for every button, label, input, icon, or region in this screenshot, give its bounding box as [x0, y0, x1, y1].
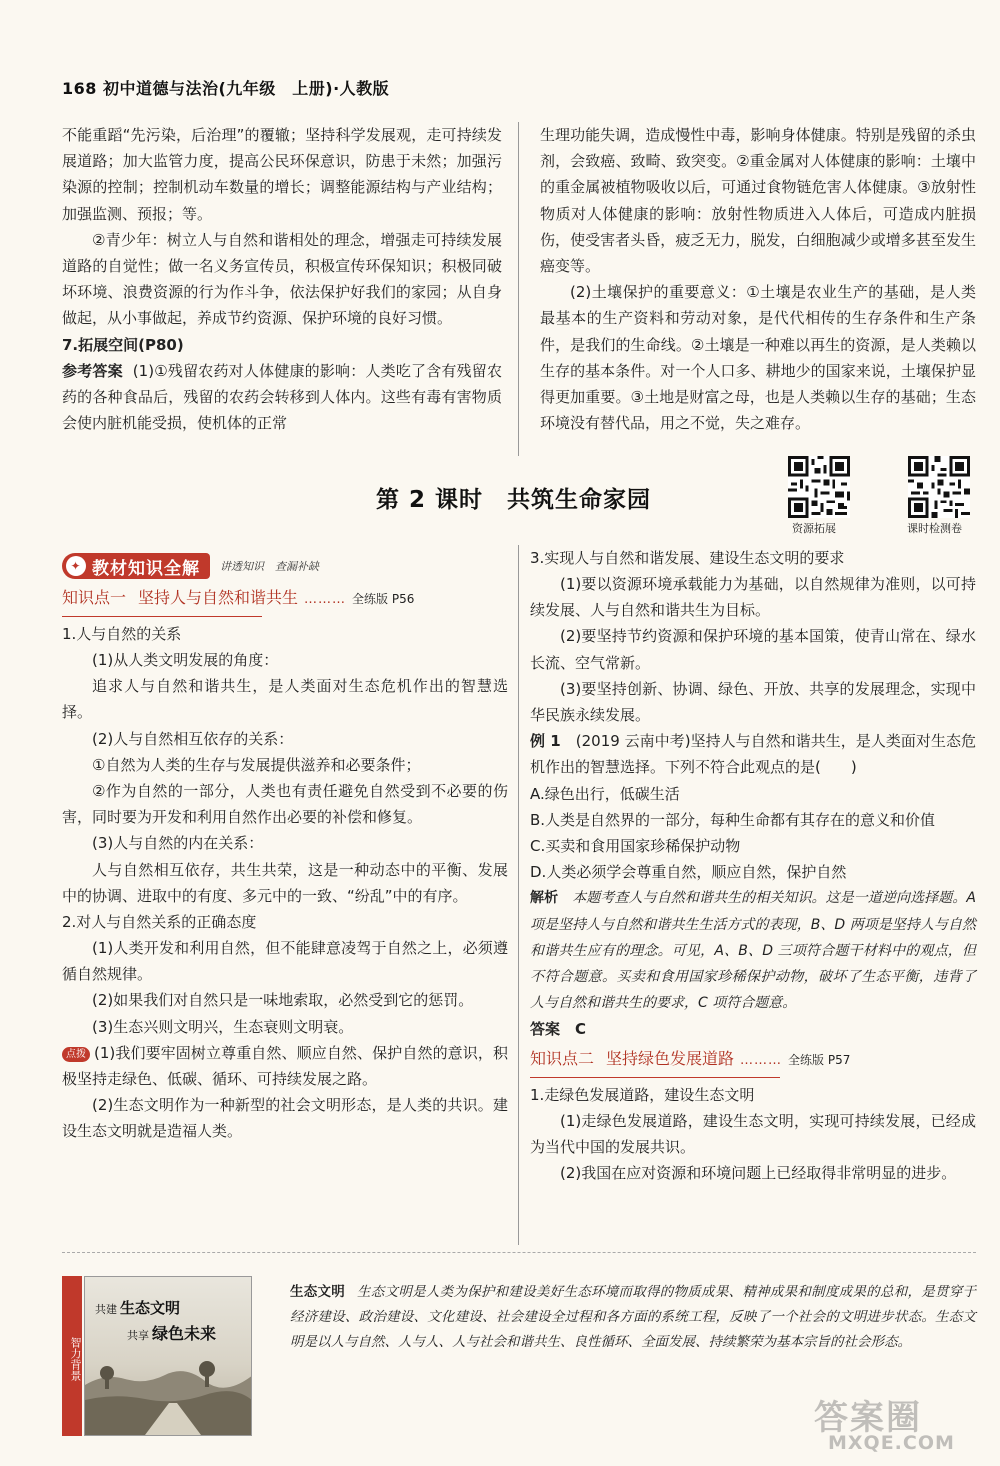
kp-label: 知识点一: [62, 588, 127, 607]
kp-page-ref: 全练版 P57: [788, 1052, 851, 1067]
qr-code-icon[interactable]: [788, 456, 850, 518]
paragraph: (1)要以资源环境承载能力为基础，以自然规律为准则，以可持续发展、人与自然和谐共生为目标。: [530, 575, 976, 620]
kp-title: 坚持绿色发展道路: [606, 1048, 735, 1068]
term-definition: 生态文明是人类为保护和建设美好生态环境而取得的物质成果、精神成果和制度成果的总和，是贯穿于经济建设、政治建设、文化建设、社会建设全过程和各方面的系统工程，反映了一个社会的文明进步状态。生态文明是以人与自然、人与人、人与社会和谐共生、良性循环、全面发展、持续繁荣为基本宗旨的社会形态。: [290, 1284, 977, 1350]
option-c: C.买卖和食用国家珍稀保护动物: [530, 837, 741, 856]
poster-image: [84, 1276, 252, 1436]
option-d: D.人类必须学会尊重自然，顺应自然，保护自然: [530, 863, 847, 882]
option-a: A.绿色出行，低碳生活: [530, 784, 680, 803]
example-question: [530, 728, 976, 780]
section-banner: [62, 552, 508, 580]
section-divider: [62, 1252, 976, 1253]
subsection-heading: 2.对人与自然关系的正确态度: [62, 913, 257, 932]
paragraph: ②青少年：树立人与自然和谐相处的理念，增强走可持续发展道路的自觉性；做一名义务宣传员，积极宣传环保知识；积极同破坏环境、浪费资源的行为作斗争，依法保护好我们的家园；从自身做起，从小事做起，养成节约资源、保护环境的良好习惯。: [62, 230, 502, 328]
analysis-text: 本题考查人与自然和谐共生的相关知识。这是一道逆向选择题。A 项是坚持人与自然和谐共生生活方式的表现，B、D 两项是坚持人与自然和谐共生应有的理念。可见，A、B、D 三项符合题干材料中的观点，但不符合题意。买卖和食用国家珍稀保护动物，破坏了生态平衡，违背了人与自然和谐共生的要求，C 项符合题意。: [530, 890, 976, 1012]
qr-caption: 资源拓展: [792, 522, 836, 535]
paragraph: (2)土壤保护的重要意义：①土壤是农业生产的基础，是人类最基本的生产资料和劳动对象，是代代相传的生存条件和生产条件，是我们的生命线。②土壤是一种难以再生的资源，是人类赖以生存的基本条件。对一个人口多、耕地少的国家来说，土壤保护显得更加重要。③土地是财富之母，也是人类赖以生存的基础；生态环境没有替代品，用之不觉，失之难存。: [540, 283, 976, 433]
section-heading: 7.拓展空间(P80): [62, 335, 184, 354]
paragraph: (2)如果我们对自然只是一味地索取，必然受到它的惩罚。: [92, 991, 474, 1010]
poster-line: 共建 生态文明: [95, 1299, 181, 1317]
kp-leader-dots: ………: [304, 592, 347, 607]
qr-code-icon[interactable]: [908, 456, 970, 518]
qr-caption: 课时检测卷: [907, 522, 962, 535]
tip-paragraph: (2)生态文明作为一种新型的社会文明形态，是人类的共识。建设生态文明就是造福人类。: [62, 1096, 508, 1141]
reference-text: (1)①残留农药对人体健康的影响：人类吃了含有残留农药的各种食品后，残留的农药会转移到人体内。这些有毒有害物质会使内脏机能受损，使机体的正常: [62, 361, 502, 433]
paragraph: (1)走绿色发展道路，建设生态文明，实现可持续发展，已经成为当代中国的发展共识。: [530, 1111, 976, 1156]
knowledge-point-heading: [62, 586, 508, 612]
answer-label: 答案: [530, 1020, 561, 1039]
reference-label: 参考答案: [62, 361, 123, 380]
subsection-heading: 1.人与自然的关系: [62, 625, 182, 643]
answer-value: C: [575, 1020, 587, 1039]
paragraph: (3)要坚持创新、协调、绿色、开放、共享的发展理念，实现中华民族永续发展。: [530, 679, 976, 725]
analysis: [530, 885, 976, 1016]
paragraph: (3)生态兴则文明兴，生态衰则文明衰。: [92, 1017, 354, 1036]
kp-underline: [530, 1077, 780, 1078]
paragraph: (1)从人类文明发展的角度：: [92, 651, 279, 669]
banner-label: [62, 553, 210, 579]
bird-icon: ✦: [66, 556, 86, 576]
kp-page-ref: 全练版 P56: [352, 592, 415, 606]
poster-line: 共享 绿色未来: [127, 1324, 217, 1343]
paragraph: 追求人与自然和谐共生，是人类面对生态危机作出的智慧选择。: [62, 677, 508, 722]
bottom-right-column: [530, 545, 976, 1186]
column-divider: [518, 545, 519, 1245]
example-label: 例 1: [530, 732, 561, 751]
bottom-left-column: [62, 552, 508, 1145]
answer: [530, 1016, 976, 1042]
top-right-column: [540, 122, 976, 436]
paragraph: (1)人类开发和利用自然，但不能肆意凌驾于自然之上，必须遵循自然规律。: [62, 939, 508, 984]
paragraph: (3)人与自然的内在关系：: [92, 834, 264, 853]
kp-underline: [62, 616, 262, 617]
banner-title: 教材知识全解: [92, 558, 200, 579]
paragraph: ②作为自然的一部分，人类也有责任避免自然受到不必要的伤害，同时要为开发和利用自然作出必要的补偿和修复。: [62, 782, 508, 827]
paragraph: (2)我国在应对资源和环境问题上已经取得非常明显的进步。: [560, 1164, 957, 1183]
sidebar-tag: 智力背景: [62, 1276, 82, 1436]
paragraph: 不能重蹈“先污染，后治理”的覆辙；坚持科学发展观，走可持续发展道路；加大监管力度，提高公民环保意识，防患于未然；加强污染源的控制；控制机动车数量的增长；调整能源结构与产业结构；加强监测、预报；等。: [62, 126, 502, 223]
reference-answer: [62, 358, 502, 437]
term-label: 生态文明: [290, 1284, 346, 1300]
background-text: [290, 1280, 976, 1355]
tip-paragraph: [62, 1040, 508, 1092]
watermark: 答案圈 MXQE.COM: [814, 1398, 955, 1454]
paragraph: 人与自然相互依存，共生共荣，这是一种动态中的平衡、发展中的协调、进取中的有度、多元中的一致、“纷乱”中的有序。: [62, 860, 508, 905]
kp-title: 坚持人与自然和谐共生: [138, 588, 299, 607]
subsection-heading: 1.走绿色发展道路，建设生态文明: [530, 1085, 755, 1104]
kp-label: 知识点二: [530, 1048, 595, 1068]
paragraph: (2)人与自然相互依存的关系：: [92, 729, 294, 748]
kp-leader-dots: ………: [740, 1052, 783, 1068]
banner-subtitle: 讲透知识 查漏补缺: [220, 560, 319, 573]
tip-badge: 点拨: [62, 1047, 90, 1062]
paragraph: 生理功能失调，造成慢性中毒，影响身体健康。特别是残留的杀虫剂，会致癌、致畸、致突变。②重金属对人体健康的影响：土壤中的重金属被植物吸收以后，可通过食物链危害人体健康。③放射性物质对人体健康的影响：放射性物质进入人体后，可造成内脏损伤，使受害者头昏，疲乏无力，脱发，白细胞减少或增多甚至发生癌变等。: [540, 126, 976, 276]
example-text: (2019 云南中考)坚持人与自然和谐共生，是人类面对生态危机作出的智慧选择。下列不符合此观点的是( ): [530, 732, 976, 777]
option-b: B.人类是自然界的一部分，每种生命都有其存在的意义和价值: [530, 810, 936, 829]
tip-text: (1)我们要牢固树立尊重自然、顺应自然、保护自然的意识，积极坚持走绿色、低碳、循环、可持续发展之路。: [62, 1043, 508, 1089]
top-left-column: [62, 122, 502, 436]
lesson-title: 第 2 课时 共筑生命家园: [376, 487, 652, 513]
analysis-label: 解析: [530, 890, 559, 907]
column-divider: [518, 122, 519, 456]
landscape-icon: [85, 1345, 252, 1435]
page-header: 168 初中道德与法治(九年级 上册)·人教版: [62, 79, 390, 98]
subsection-heading: 3.实现人与自然和谐发展、建设生态文明的要求: [530, 549, 845, 567]
knowledge-point-heading: [530, 1047, 976, 1073]
paragraph: (2)要坚持节约资源和保护环境的基本国策，使青山常在、绿水长流、空气常新。: [530, 627, 976, 672]
paragraph: ①自然为人类的生存与发展提供滋养和必要条件；: [92, 755, 421, 774]
